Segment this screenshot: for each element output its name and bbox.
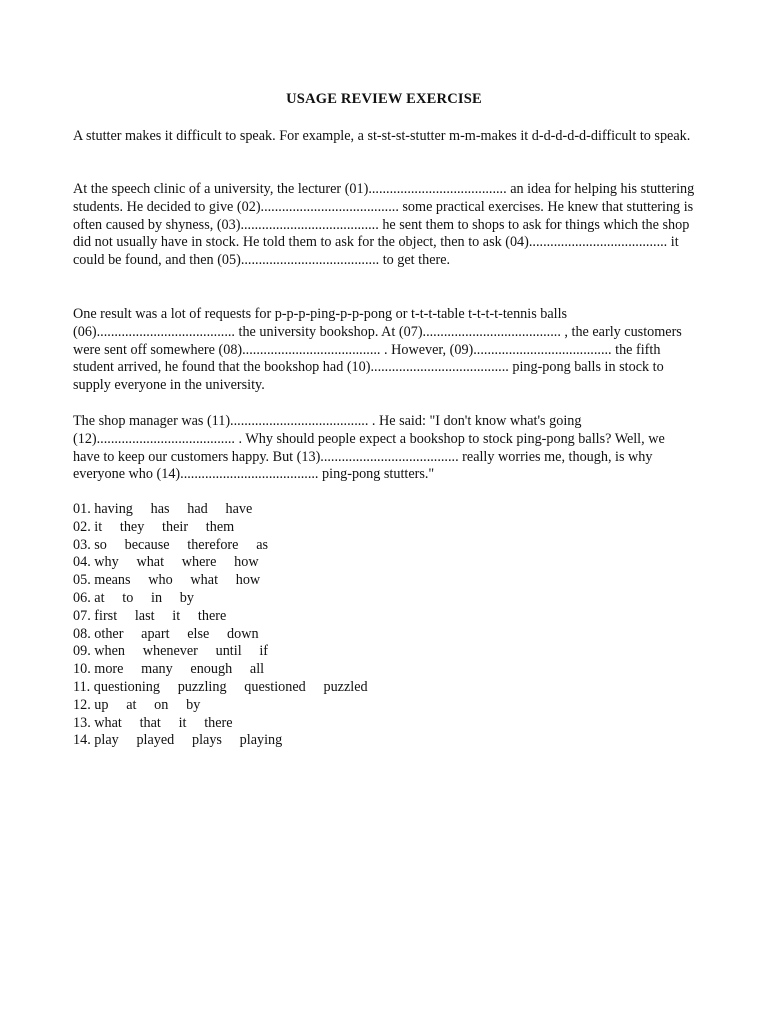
answer-option-04: 04. why what where how <box>73 554 259 571</box>
exercise-paragraph-1: At the speech clinic of a university, the lecturer (01)....................................... an idea for helping his stuttering students. He decided to give (02)....................................... some practical exercises. He knew that stuttering is often caused by shyness, (03)....................................... he sent them to shops to ask for things which the shop did not usually have in stock. He told them to ask for the object, then to ask (04)....................................... it could be found, and then (05)....................................... to get there. <box>73 181 695 269</box>
page-title: USAGE REVIEW EXERCISE <box>286 91 482 107</box>
intro-paragraph: A stutter makes it difficult to speak. For example, a st-st-st-stutter m-m-makes it d-d-d-d-d-difficult to speak. <box>73 128 691 144</box>
answer-option-07: 07. first last it there <box>73 607 227 624</box>
answer-option-10: 10. more many enough all <box>73 661 265 678</box>
answer-option-11: 11. questioning puzzling questioned puzzled <box>73 678 368 695</box>
answer-option-08: 08. other apart else down <box>73 625 259 642</box>
answer-options-list <box>73 501 368 750</box>
answer-option-12: 12. up at on by <box>73 696 201 713</box>
answer-option-01: 01. having has had have <box>73 501 253 517</box>
answer-option-05: 05. means who what how <box>73 572 261 589</box>
answer-option-13: 13. what that it there <box>73 714 233 731</box>
exercise-paragraph-3: The shop manager was (11)....................................... . He said: "I don't know what's going (12)....................................... . Why should people expect a bookshop to stock ping-pong balls? Well, we have to keep our customers happy. But (13)....................................... really worries me, though, is why everyone who (14)....................................... ping-pong stutters." <box>73 413 665 483</box>
answer-option-06: 06. at to in by <box>73 589 194 606</box>
answer-option-03: 03. so because therefore as <box>73 536 269 553</box>
answer-option-02: 02. it they their them <box>73 518 235 535</box>
answer-option-14: 14. play played plays playing <box>73 732 283 749</box>
exercise-paragraph-2: One result was a lot of requests for p-p-p-ping-p-p-pong or t-t-t-table t-t-t-t-tennis balls (06)....................................... the university bookshop. At (07)....................................... , the early customers were sent off somewhere (08)....................................... . However, (09)....................................... the fifth student arrived, he found that the bookshop had (10)....................................... ping-pong balls in stock to supply everyone in the university. <box>73 306 682 394</box>
answer-option-09: 09. when whenever until if <box>73 643 269 660</box>
